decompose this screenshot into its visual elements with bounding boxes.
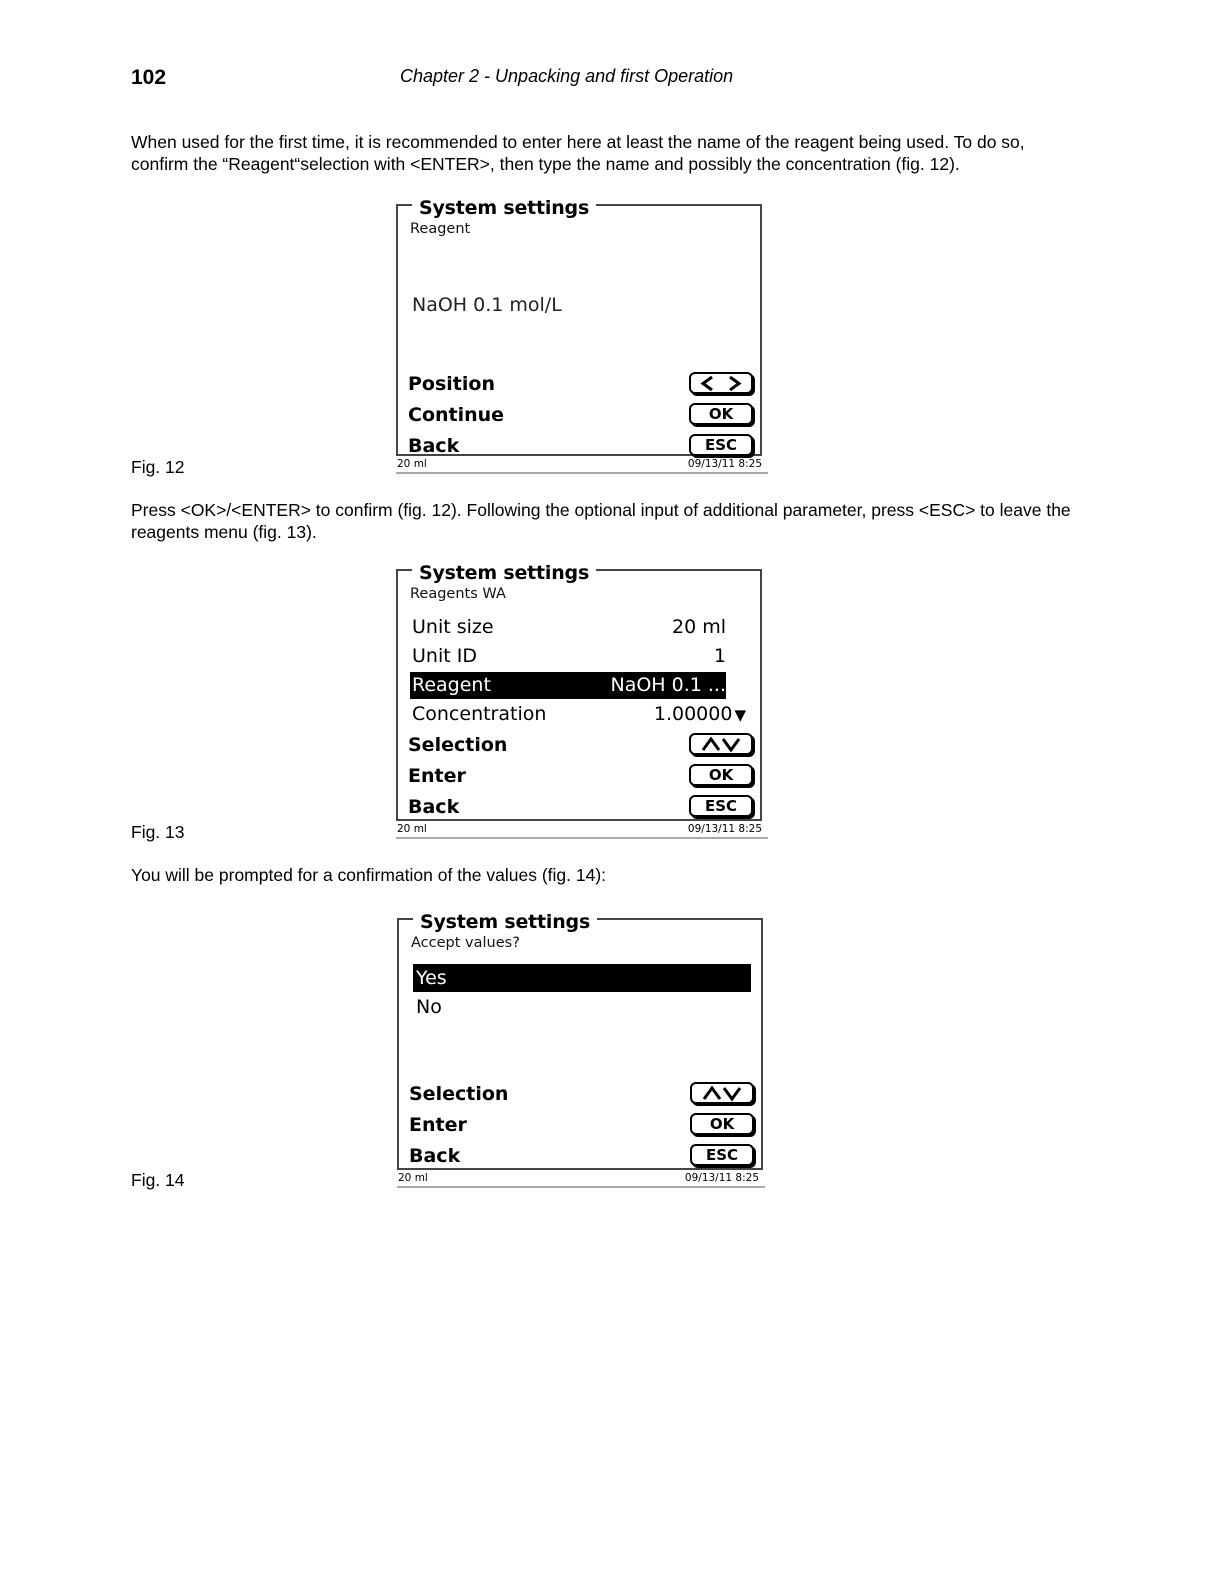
fig12-screen [396,196,772,476]
softkey-label: Enter [408,765,466,787]
fig13-screen [396,561,772,841]
softkey-label: Back [409,1145,461,1167]
softkey-enter[interactable] [408,764,753,792]
row-value: 20 ml [671,616,726,638]
status-datetime: 09/13/11 8:25 [687,458,762,470]
screen-subtitle: Reagent [410,221,471,237]
position-arrows-icon[interactable] [689,372,753,394]
paragraph-prompt: You will be prompted for a confirmation of the values (fig. 14): [131,865,607,885]
row-label: Unit size [412,616,494,638]
screen-subtitle: Reagents WA [410,586,506,602]
paragraph-confirm: Press <OK>/<ENTER> to confirm (fig. 12). Following the optional input of additional parameter, press <ESC> to leave the reagents menu (fig. 13). [131,500,1071,542]
row-value: NaOH 0.1 ... [610,674,726,696]
softkey-position[interactable] [408,372,753,400]
esc-key[interactable]: ESC [689,434,753,456]
status-datetime: 09/13/11 8:25 [684,1172,759,1184]
softkey-label: Back [408,435,460,457]
row-label: Concentration [412,703,547,725]
ok-key[interactable]: OK [689,403,753,425]
fig13-caption: Fig. 13 [131,822,185,842]
screen-title: System settings [413,912,597,933]
softkey-back[interactable] [409,1144,754,1172]
fig14-caption: Fig. 14 [131,1170,185,1190]
option-yes[interactable] [413,964,751,992]
screen-frame [396,197,762,457]
status-bar [396,823,768,839]
screen-subtitle: Accept values? [411,935,520,951]
status-volume: 20 ml [397,823,427,835]
softkey-selection[interactable] [408,733,753,761]
row-label: Unit ID [412,645,477,667]
menu-row-reagent[interactable] [410,672,726,699]
page-number: 102 [131,66,167,89]
row-label: Reagent [412,674,491,696]
status-bar [397,1172,765,1188]
ok-key[interactable]: OK [690,1113,754,1135]
softkey-label: Selection [409,1083,509,1105]
scroll-down-icon: ▼ [734,706,746,724]
status-datetime: 09/13/11 8:25 [687,823,762,835]
row-value: 1 [713,645,726,667]
row-value-group [654,701,746,729]
screen-title: System settings [412,198,596,219]
softkey-enter[interactable] [409,1113,754,1141]
selection-arrows-icon[interactable] [689,733,753,755]
softkey-selection[interactable] [409,1082,754,1110]
status-volume: 20 ml [398,1172,428,1184]
esc-key[interactable]: ESC [690,1144,754,1166]
softkey-label: Selection [408,734,508,756]
screen-frame [397,911,763,1170]
ok-key[interactable]: OK [689,764,753,786]
row-value: 1.00000 [653,703,733,725]
softkey-continue[interactable] [408,403,753,431]
reagent-name-input[interactable]: NaOH 0.1 mol/L [412,294,562,316]
fig14-screen [397,910,773,1190]
softkey-label: Continue [408,404,505,426]
softkey-label: Position [408,373,495,395]
menu-row-unit-id[interactable] [410,643,726,670]
selection-arrows-icon[interactable] [690,1082,754,1104]
chapter-title: Chapter 2 - Unpacking and first Operation [400,66,734,86]
screen-frame [396,562,762,821]
option-label: No [416,996,442,1018]
softkey-back[interactable] [408,795,753,823]
softkey-label: Back [408,796,460,818]
status-volume: 20 ml [397,458,427,470]
fig12-caption: Fig. 12 [131,457,185,477]
esc-key[interactable]: ESC [689,795,753,817]
menu-row-concentration[interactable] [410,701,746,728]
option-no[interactable] [413,993,751,1021]
softkey-label: Enter [409,1114,467,1136]
option-label: Yes [416,967,447,989]
status-bar [396,458,768,474]
paragraph-intro: When used for the first time, it is recommended to enter here at least the name of the reagent being used. To do so, confirm the “Reagent“selection with <ENTER>, then type the name and possibly the concentration (fig. 12). [131,132,1025,174]
menu-row-unit-size[interactable] [410,614,726,641]
screen-title: System settings [412,563,596,584]
